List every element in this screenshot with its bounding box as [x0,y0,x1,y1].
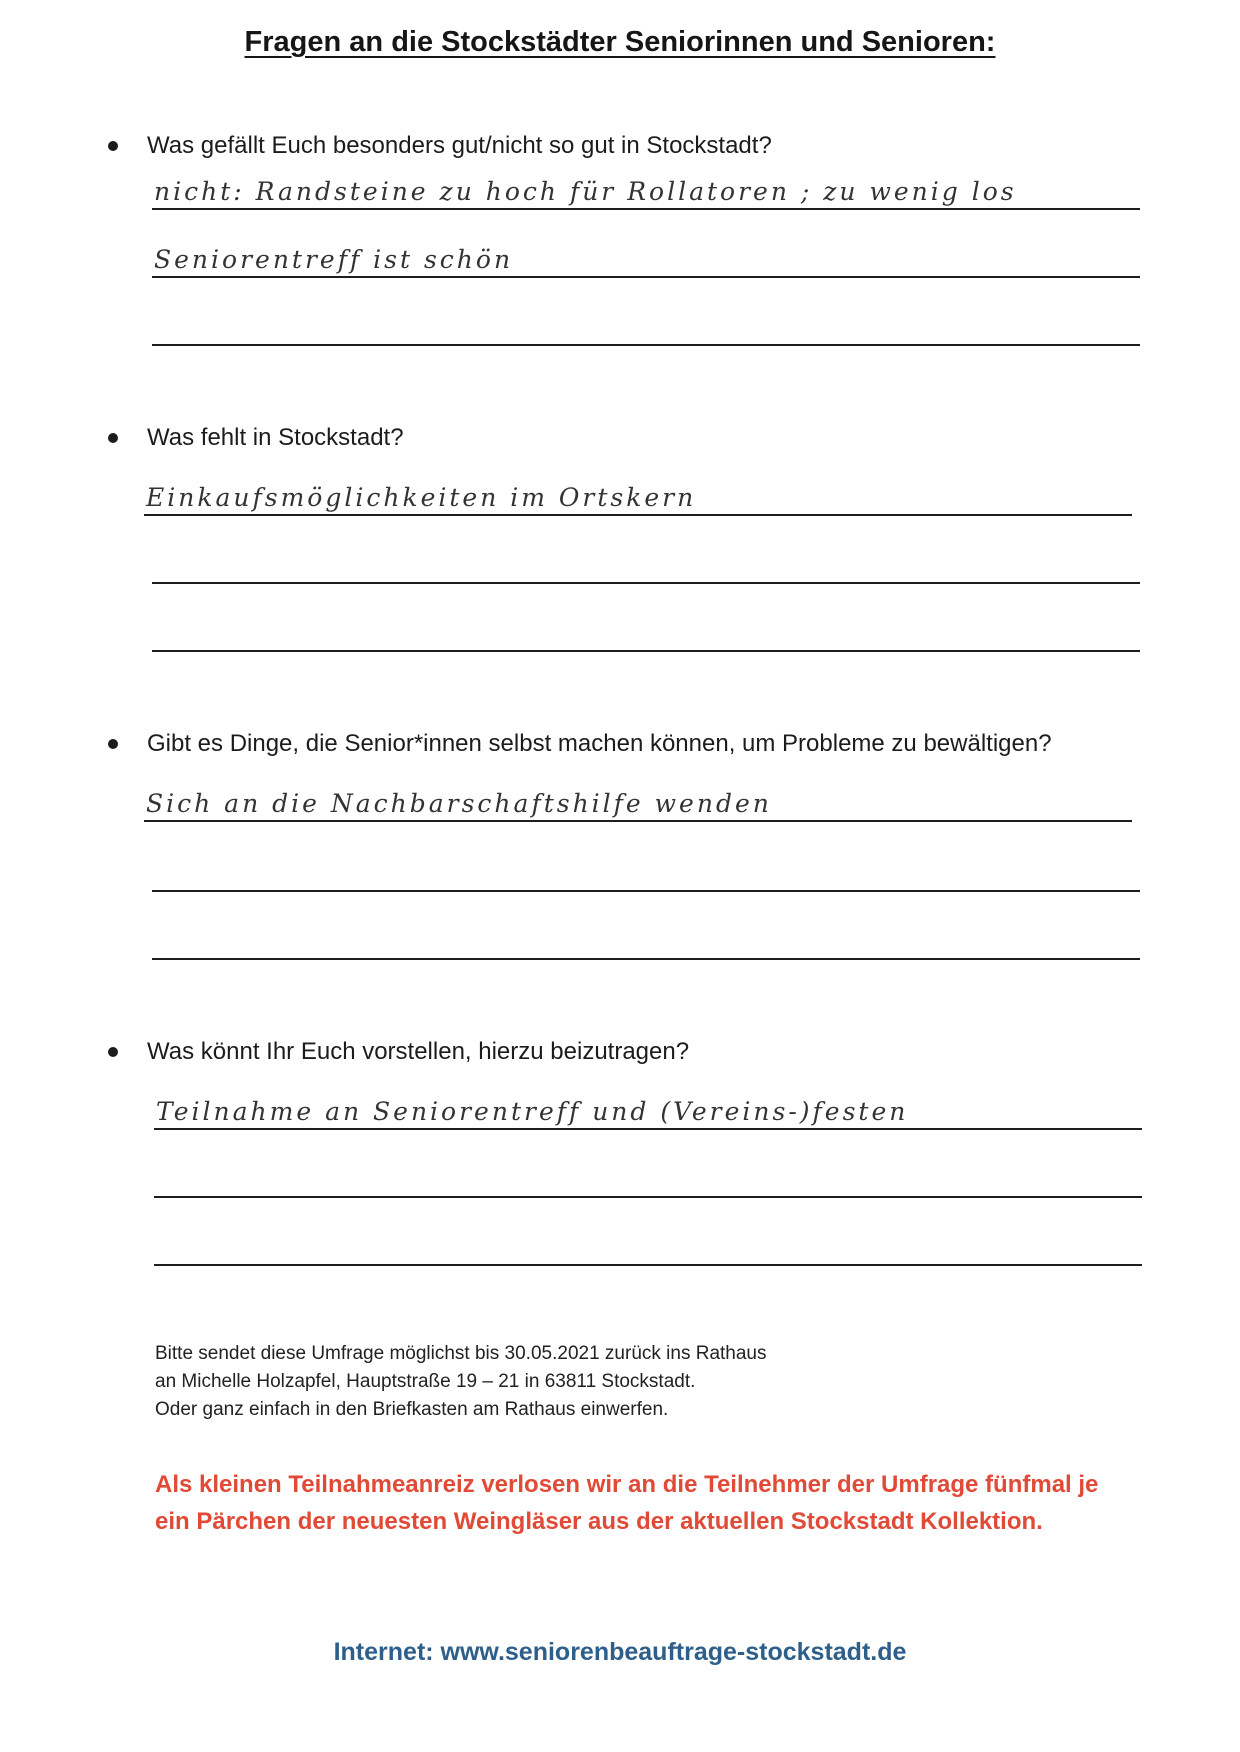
question-2 [108,424,1168,452]
question-3-text: Gibt es Dinge, die Senior*innen selbst machen können, um Probleme zu bewältigen? [147,730,1052,757]
page-title: Fragen an die Stockstädter Seniorinnen und Senioren: [244,26,996,58]
question-2-prompt [108,424,1168,452]
question-1-text: Was gefällt Euch besonders gut/nicht so gut in Stockstadt? [147,132,772,159]
question-4-answer-line-1[interactable] [154,1090,1142,1130]
return-instructions-line-3: Oder ganz einfach in den Briefkasten am Rathaus einwerfen. [155,1399,669,1420]
return-instructions-line-1: Bitte sendet diese Umfrage möglichst bis 30.05.2021 zurück ins Rathaus [155,1343,767,1364]
return-instructions [155,1340,955,1424]
question-3-answer-line-3[interactable] [152,920,1140,960]
question-3 [108,730,1168,758]
question-4-answer-line-3[interactable] [154,1226,1142,1266]
question-2-answer-1: Einkaufsmöglichkeiten im Ortskern [146,483,697,512]
question-1-answer-line-2[interactable] [152,238,1140,278]
question-2-text: Was fehlt in Stockstadt? [147,424,404,451]
question-1-answer-line-1[interactable] [152,170,1140,210]
question-2-answer-line-2[interactable] [152,544,1140,584]
bullet-icon [108,1047,118,1057]
return-instructions-line-2: an Michelle Holzapfel, Hauptstraße 19 – 21 in 63811 Stockstadt. [155,1371,696,1392]
question-4-prompt [108,1038,1168,1066]
question-1 [108,132,1168,160]
question-1-answer-1: nicht: Randsteine zu hoch für Rollatoren ; zu wenig los [154,177,1017,206]
bullet-icon [108,433,118,443]
question-3-prompt [108,730,1168,758]
bullet-icon [108,141,118,151]
question-3-answer-1: Sich an die Nachbarschaftshilfe wenden [146,789,772,818]
question-3-answer-line-1[interactable] [144,782,1132,822]
question-2-answer-line-1[interactable] [144,476,1132,516]
question-4-answer-1: Teilnahme an Seniorentreff und (Vereins-)festen [156,1097,909,1126]
question-2-answer-line-3[interactable] [152,612,1140,652]
raffle-notice [155,1466,1185,1540]
question-1-answer-2: Seniorentreff ist schön [154,245,514,274]
question-4 [108,1038,1168,1066]
bullet-icon [108,739,118,749]
website-link[interactable]: Internet: www.seniorenbeauftrage-stockstadt.de [333,1638,907,1666]
question-4-answer-line-2[interactable] [154,1158,1142,1198]
raffle-notice-line-1: Als kleinen Teilnahmeanreiz verlosen wir an die Teilnehmer der Umfrage fünfmal je [155,1471,1099,1498]
question-3-answer-line-2[interactable] [152,852,1140,892]
question-4-text: Was könnt Ihr Euch vorstellen, hierzu beizutragen? [147,1038,690,1065]
question-1-prompt [108,132,1168,160]
question-1-answer-line-3[interactable] [152,306,1140,346]
raffle-notice-line-2: ein Pärchen der neuesten Weingläser aus der aktuellen Stockstadt Kollektion. [155,1508,1043,1535]
